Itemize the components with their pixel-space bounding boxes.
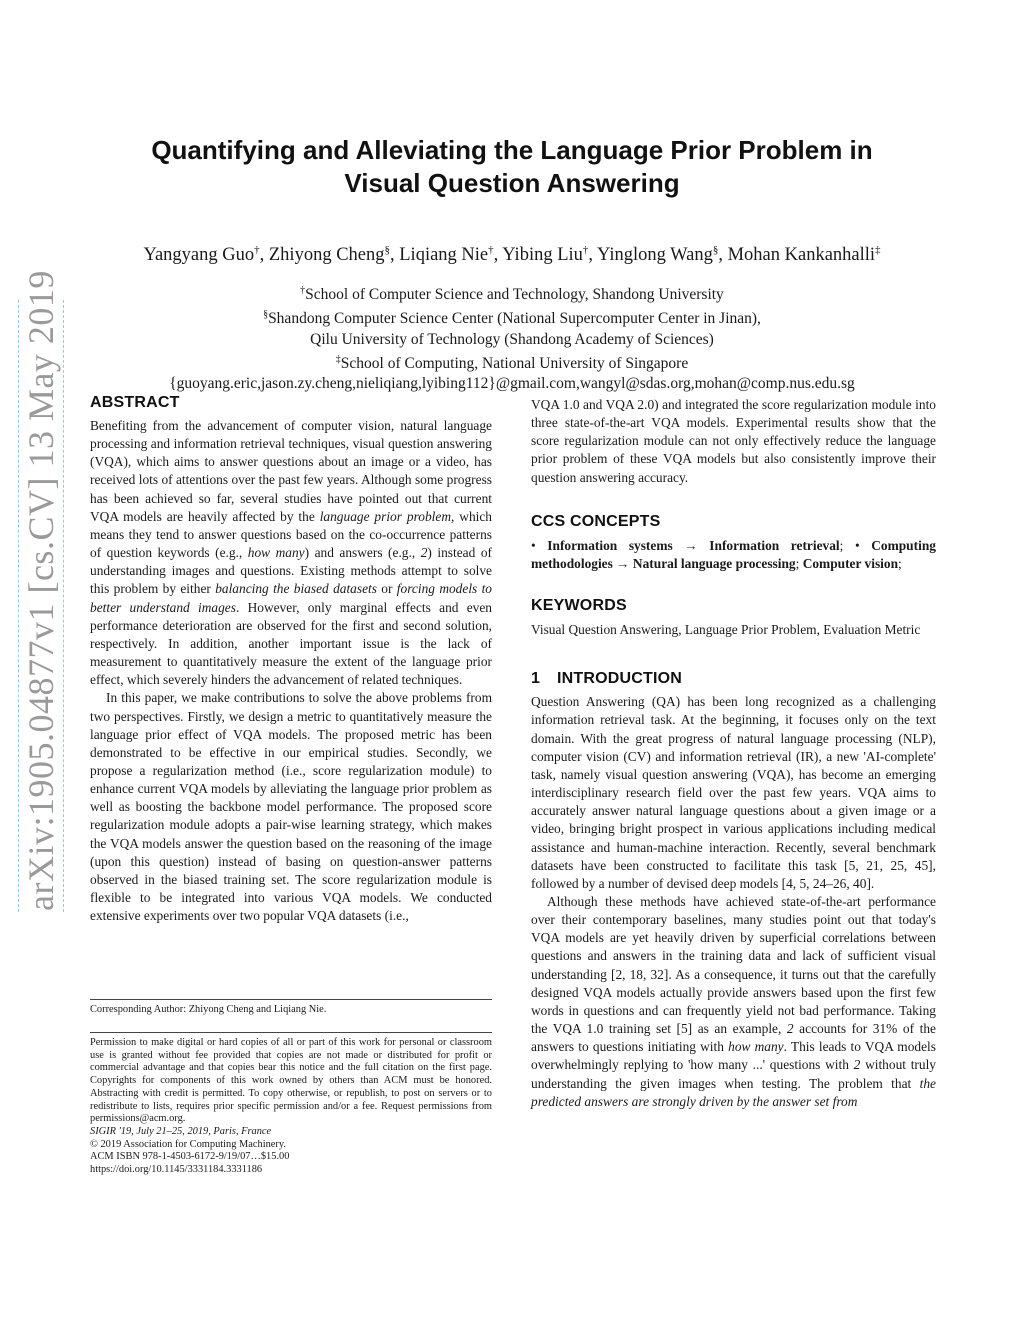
author-emails: {guoyang.eric,jason.zy.cheng,nieliqiang,lyibing112}@gmail.com,wangyl@sdas.org,mohan@comp.nus.edu.sg bbox=[169, 375, 855, 393]
abstract-paragraph-3: VQA 1.0 and VQA 2.0) and integrated the score regularization module into three state-of-the-art VQA models. Experimental results show that the score regularization module can not only effectively reduce the language prior problem of these VQA models but also consistently improve their question answering accuracy. bbox=[531, 397, 936, 485]
author: Yinglong Wang§, bbox=[596, 244, 728, 266]
isbn-line: ACM ISBN 978-1-4503-6172-9/19/07…$15.00 bbox=[90, 1151, 290, 1163]
corresponding-author-note: Corresponding Author: Zhiyong Cheng and Liqiang Nie. bbox=[90, 1004, 327, 1015]
author-list bbox=[80, 238, 944, 267]
keywords-heading: KEYWORDS bbox=[531, 597, 627, 615]
title-line-2: Visual Question Answering bbox=[344, 168, 680, 198]
intro-paragraph-1: Question Answering (QA) has been long recognized as a challenging information retrieval task. At the beginning, it focuses only on the text domain. With the great progress of natural language processing (NLP), computer vision (CV) and information retrieval (IR), a new 'AI-complete' task, namely visual question answering (VQA), has become an emerging interdisciplinary research field over the past few years. VQA aims to accurately answer natural language questions about a given image or a video, bringing bright prospect in various applications including medical assistance and human-machine interaction. Recently, several benchmark datasets have been constructed to facilitate this task [5, 21, 25, 45], followed by a number of devised deep models [4, 5, 24–26, 40]. bbox=[531, 694, 936, 891]
intro-heading: 1 INTRODUCTION bbox=[531, 670, 683, 688]
arxiv-stamp: arXiv:1905.04877v1 [cs.CV] 13 May 2019 bbox=[21, 270, 61, 911]
copyright-line: © 2019 Association for Computing Machinery. bbox=[90, 1138, 286, 1150]
abstract-paragraph-1: Benefiting from the advancement of computer vision, natural language processing and information retrieval techniques, visual question answering (VQA), which aims to answer questions about an image or a video, has received lots of attentions over the past few years. Although some progress has been achieved so far, several studies have pointed out that current VQA models are heavily affected by the language prior problem, which means they tend to answer questions based on the co-occurrence patterns of question keywords (e.g., how many) and answers (e.g., 2) instead of understanding images and questions. Existing methods attempt to solve this problem by either balancing the biased datasets or forcing models to better understand images. However, only marginal effects and even performance deterioration are observed for the first and second solution, respectively. In addition, another important issue is the lack of measurement to quantitatively measure the extent of the language prior effect, which severely hinders the advancement of related techniques. bbox=[90, 418, 493, 688]
ccs-concepts: • Information systems → Information retrieval; • Computing methodologies → Natural language processing; Computer vision; bbox=[531, 537, 936, 571]
permission-block bbox=[90, 1037, 492, 1177]
paper-title bbox=[80, 134, 944, 200]
footnote-rule-2 bbox=[90, 1032, 492, 1033]
affiliation-4: ‡School of Computing, National University of Singapore bbox=[335, 353, 689, 373]
footnote-rule-1 bbox=[90, 999, 492, 1000]
affiliation-1: †School of Computer Science and Technology, Shandong University bbox=[300, 285, 724, 304]
conference-info: SIGIR '19, July 21–25, 2019, Paris, France bbox=[90, 1125, 272, 1137]
intro-paragraph-2: Although these methods have achieved state-of-the-art performance over their contemporary baselines, many studies point out that today's VQA models are yet heavily driven by superficial correlations between questions and answers in the training data and lack of sufficient visual understanding [2, 18, 32]. As a consequence, it turns out that the carefully designed VQA models actually provide answers based upon the first few words in questions and can frequently yield not bad performance. Taking the VQA 1.0 training set [5] as an example, 2 accounts for 31% of the answers to questions initiating with how many. This leads to VQA models overwhelmingly replying to 'how many ...' questions with 2 without truly understanding the given images when testing. The problem that the predicted answers are strongly driven by the answer set from bbox=[531, 893, 936, 1109]
author: Liqiang Nie†, bbox=[399, 244, 503, 266]
doi-link[interactable]: https://doi.org/10.1145/3331184.3331186 bbox=[90, 1164, 263, 1176]
author: Yibing Liu†, bbox=[502, 244, 597, 266]
permission-notice: Permission to make digital or hard copies of all or part of this work for personal or classroom use is granted without fee provided that copies are not made or distributed for profit or commercial advantage and that copies bear this notice and the full citation on the first page. Copyrights for components of this work owned by others than ACM must be honored. Abstracting with credit is permitted. To copy otherwise, or republish, to post on servers or to redistribute to lists, requires prior specific permission and/or a fee. Request permissions from permissions@acm.org. bbox=[90, 1037, 492, 1125]
affiliations bbox=[80, 281, 944, 394]
keywords-text: Visual Question Answering, Language Prior Problem, Evaluation Metric bbox=[531, 622, 921, 638]
abstract-heading: ABSTRACT bbox=[90, 394, 180, 411]
author: Zhiyong Cheng§, bbox=[268, 244, 400, 266]
title-line-1: Quantifying and Alleviating the Language Prior Problem in bbox=[151, 135, 873, 165]
left-column bbox=[90, 392, 492, 925]
abstract-paragraph-2: In this paper, we make contributions to solve the above problems from two perspectives. Firstly, we design a metric to quantitatively measure the language prior effect of VQA models. The proposed metric has been demonstrated to be effective in our empirical studies. Secondly, we propose a regularization method (i.e., score regularization module) to enhance current VQA models by alleviating the language prior problem as well as boosting the backbone model performance. The proposed score regularization module adopts a pair-wise learning strategy, which makes the VQA models answer the question based on the reasoning of the image (upon this question) instead of basing on question-answer patterns observed in the biased training set. The score regularization module is flexible to be integrated into various VQA models. We conducted extensive experiments over two popular VQA datasets (i.e., bbox=[90, 690, 492, 924]
affiliation-3: Qilu University of Technology (Shandong Academy of Sciences) bbox=[310, 330, 714, 348]
author: Mohan Kankanhalli‡ bbox=[727, 244, 881, 266]
affiliation-2: §Shandong Computer Science Center (National Supercomputer Center in Jinan), bbox=[263, 309, 761, 328]
ccs-heading: CCS CONCEPTS bbox=[531, 512, 661, 530]
author: Yangyang Guo†, bbox=[143, 244, 269, 266]
right-column bbox=[531, 396, 936, 1111]
